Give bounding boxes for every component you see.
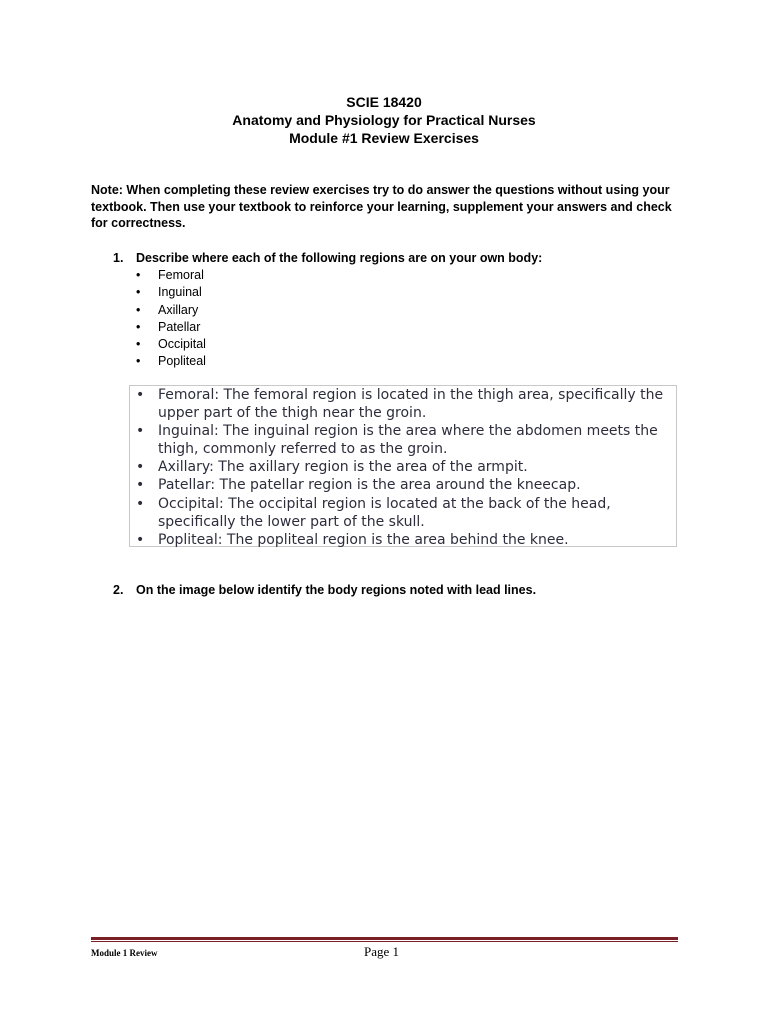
answer-list	[136, 386, 676, 549]
footer-module-label: Module 1 Review	[91, 948, 158, 958]
footer-page-number: Page 1	[364, 944, 400, 959]
list-item: • Femoral	[136, 267, 206, 284]
answer-item: • Axillary: The axillary region is the area of the armpit.	[136, 458, 676, 476]
answer-item: • Femoral: The femoral region is located in the thigh area, specifically the upper part of the thigh near the groin.	[136, 386, 676, 422]
course-title: Anatomy and Physiology for Practical Nurses	[232, 112, 536, 128]
list-item: • Popliteal	[136, 353, 206, 370]
document-header	[0, 93, 768, 147]
question-2-text: On the image below identify the body regions noted with lead lines.	[136, 583, 537, 597]
list-item: • Inguinal	[136, 284, 206, 301]
list-item: • Axillary	[136, 302, 206, 319]
question-2-number: 2.	[113, 583, 124, 597]
question-2	[113, 582, 536, 598]
answer-text-box[interactable]	[129, 385, 677, 547]
module-title: Module #1 Review Exercises	[289, 130, 479, 146]
footer-rule-thin	[91, 941, 678, 942]
answer-item: • Occipital: The occipital region is located at the back of the head, specifically the lower part of the skull.	[136, 495, 676, 531]
list-item: • Occipital	[136, 336, 206, 353]
question-1-number: 1.	[113, 251, 124, 265]
question-1-text: Describe where each of the following regions are on your own body:	[136, 251, 543, 265]
region-list	[136, 267, 206, 371]
question-1	[113, 250, 542, 266]
answer-item: • Inguinal: The inguinal region is the area where the abdomen meets the thigh, commonly referred to as the groin.	[136, 422, 676, 458]
list-item: • Patellar	[136, 319, 206, 336]
footer-rule-thick	[91, 937, 678, 940]
instructions-note: Note: When completing these review exercises try to do answer the questions without using your textbook. Then use your textbook to reinforce your learning, supplement your answers and check for correctness.	[91, 183, 672, 230]
answer-item: • Popliteal: The popliteal region is the area behind the knee.	[136, 531, 676, 549]
course-code: SCIE 18420	[346, 94, 422, 110]
answer-item: • Patellar: The patellar region is the area around the kneecap.	[136, 476, 676, 494]
